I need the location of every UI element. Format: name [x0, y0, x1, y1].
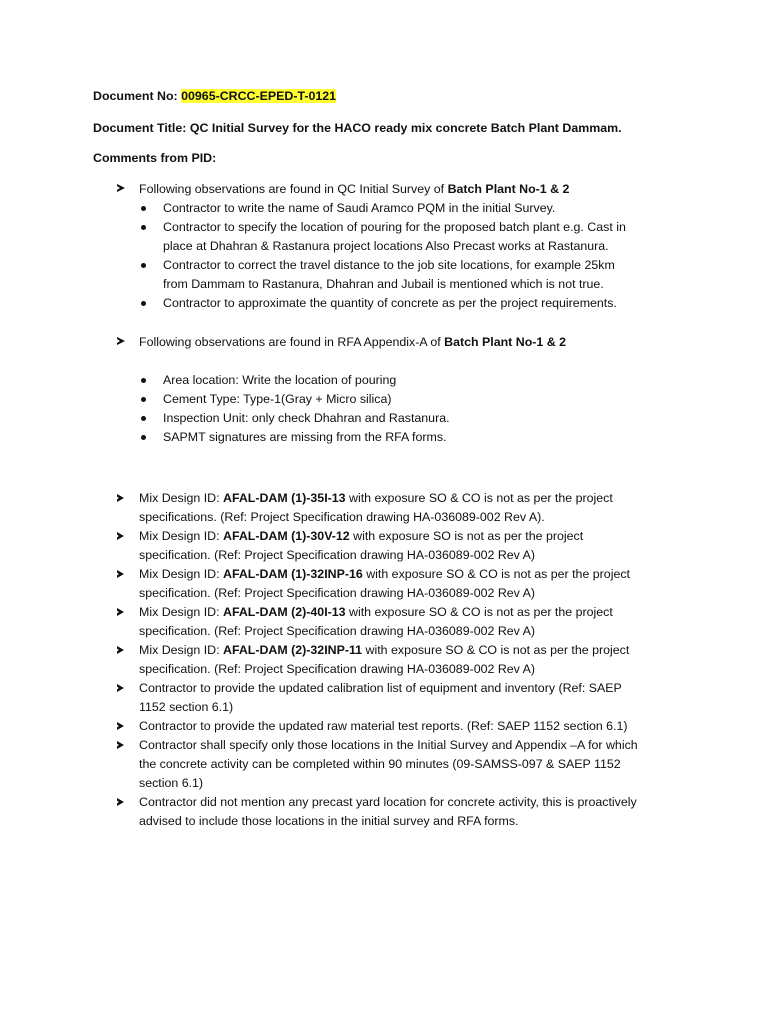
- mix-design-id: AFAL-DAM (2)-40I-13: [223, 605, 346, 619]
- mix-design-id: AFAL-DAM (1)-35I-13: [223, 491, 346, 505]
- bullet-dot-icon: [141, 225, 146, 230]
- section2-bullet-text: Inspection Unit: only check Dhahran and Rastanura.: [163, 411, 450, 425]
- section1-bullet-text: Contractor to specify the location of pouring for the proposed batch plant e.g. Cast in: [163, 220, 626, 234]
- mix-design-rest: with exposure SO & CO is not as per the project: [362, 643, 630, 657]
- section1-bullet-text: Contractor to write the name of Saudi Aramco PQM in the initial Survey.: [163, 201, 556, 215]
- document-number-value: 00965-CRCC-EPED-T-0121: [181, 89, 337, 103]
- mix-design-id: AFAL-DAM (1)-30V-12: [223, 529, 350, 543]
- arrow-bullet-icon: [117, 570, 124, 578]
- bullet-dot-icon: [141, 416, 146, 421]
- section1-bullet-text: Contractor to correct the travel distance to the job site locations, for example 25km: [163, 258, 615, 272]
- mix-design-label: Mix Design ID:: [139, 605, 223, 619]
- comments-heading: Comments from PID:: [93, 151, 217, 165]
- mix-design-id: AFAL-DAM (2)-32INP-11: [223, 643, 363, 657]
- document-number-label: Document No:: [93, 89, 178, 103]
- mix-design-reference: specification. (Ref: Project Specification drawing HA-036089-002 Rev A): [139, 662, 536, 676]
- bullet-dot-icon: [141, 301, 146, 306]
- arrow-bullet-icon: [117, 646, 124, 654]
- mix-design-reference: specifications. (Ref: Project Specification drawing HA-036089-002 Rev A).: [139, 510, 545, 524]
- contractor-item-text: the concrete activity can be completed within 90 minutes (09-SAMSS-097 & SAEP 1152: [139, 757, 621, 771]
- section1-intro-bold: Batch Plant No-1 & 2: [447, 182, 570, 196]
- mix-design-line: [139, 642, 629, 658]
- arrow-bullet-icon: [117, 741, 124, 749]
- contractor-item-text: Contractor to provide the updated calibration list of equipment and inventory (Ref: SAEP: [139, 681, 622, 695]
- mix-design-reference: specification. (Ref: Project Specification drawing HA-036089-002 Rev A): [139, 548, 536, 562]
- section1-bullet-text: Contractor to approximate the quantity of concrete as per the project requirements.: [163, 296, 617, 310]
- mix-design-line: [139, 490, 613, 506]
- mix-design-line: [139, 566, 630, 582]
- bullet-dot-icon: [141, 378, 146, 383]
- arrow-bullet-icon: [117, 608, 124, 616]
- contractor-item-text: section 6.1): [139, 776, 204, 790]
- mix-design-reference: specification. (Ref: Project Specification drawing HA-036089-002 Rev A): [139, 586, 536, 600]
- mix-design-line: [139, 528, 583, 544]
- arrow-bullet-icon: [117, 798, 124, 806]
- mix-design-label: Mix Design ID:: [139, 643, 223, 657]
- document-title-label: Document Title:: [93, 121, 187, 135]
- arrow-bullet-icon: [117, 494, 124, 502]
- bullet-dot-icon: [141, 206, 146, 211]
- section2-intro-bold: Batch Plant No-1 & 2: [444, 335, 567, 349]
- section2-intro: [139, 334, 566, 350]
- contractor-item-text: advised to include those locations in the initial survey and RFA forms.: [139, 814, 519, 828]
- arrow-bullet-icon: [117, 337, 125, 345]
- contractor-item-text: Contractor did not mention any precast yard location for concrete activity, this is proactively: [139, 795, 637, 809]
- mix-design-rest: with exposure SO & CO is not as per the project: [345, 491, 613, 505]
- arrow-bullet-icon: [117, 722, 124, 730]
- section2-intro-text: Following observations are found in RFA Appendix-A of: [139, 335, 441, 349]
- mix-design-line: [139, 604, 613, 620]
- bullet-dot-icon: [141, 435, 146, 440]
- contractor-item-text: 1152 section 6.1): [139, 700, 234, 714]
- document-number: [93, 88, 336, 104]
- contractor-item-text: Contractor to provide the updated raw material test reports. (Ref: SAEP 1152 section 6.1): [139, 719, 628, 733]
- mix-design-label: Mix Design ID:: [139, 529, 223, 543]
- mix-design-label: Mix Design ID:: [139, 567, 223, 581]
- mix-design-rest: with exposure SO & CO is not as per the project: [345, 605, 613, 619]
- bullet-dot-icon: [141, 263, 146, 268]
- mix-design-id: AFAL-DAM (1)-32INP-16: [223, 567, 363, 581]
- document-title-value: QC Initial Survey for the HACO ready mix concrete Batch Plant Dammam.: [189, 121, 622, 135]
- section1-intro: [139, 181, 569, 197]
- mix-design-label: Mix Design ID:: [139, 491, 223, 505]
- section2-bullet-text: Cement Type: Type-1(Gray + Micro silica): [163, 392, 392, 406]
- bullet-dot-icon: [141, 397, 146, 402]
- mix-design-rest: with exposure SO & CO is not as per the project: [362, 567, 630, 581]
- section2-bullet-text: SAPMT signatures are missing from the RFA forms.: [163, 430, 447, 444]
- arrow-bullet-icon: [117, 184, 125, 192]
- document-title: [93, 120, 622, 136]
- contractor-item-text: Contractor shall specify only those locations in the Initial Survey and Appendix –A for which: [139, 738, 638, 752]
- mix-design-rest: with exposure SO is not as per the project: [349, 529, 584, 543]
- section1-bullet-text: place at Dhahran & Rastanura project locations Also Precast works at Rastanura.: [163, 239, 609, 253]
- arrow-bullet-icon: [117, 532, 124, 540]
- mix-design-reference: specification. (Ref: Project Specification drawing HA-036089-002 Rev A): [139, 624, 536, 638]
- section2-bullet-text: Area location: Write the location of pouring: [163, 373, 397, 387]
- arrow-bullet-icon: [117, 684, 124, 692]
- section1-bullet-text: from Dammam to Rastanura, Dhahran and Jubail is mentioned which is not true.: [163, 277, 604, 291]
- section1-intro-text: Following observations are found in QC Initial Survey of: [139, 182, 445, 196]
